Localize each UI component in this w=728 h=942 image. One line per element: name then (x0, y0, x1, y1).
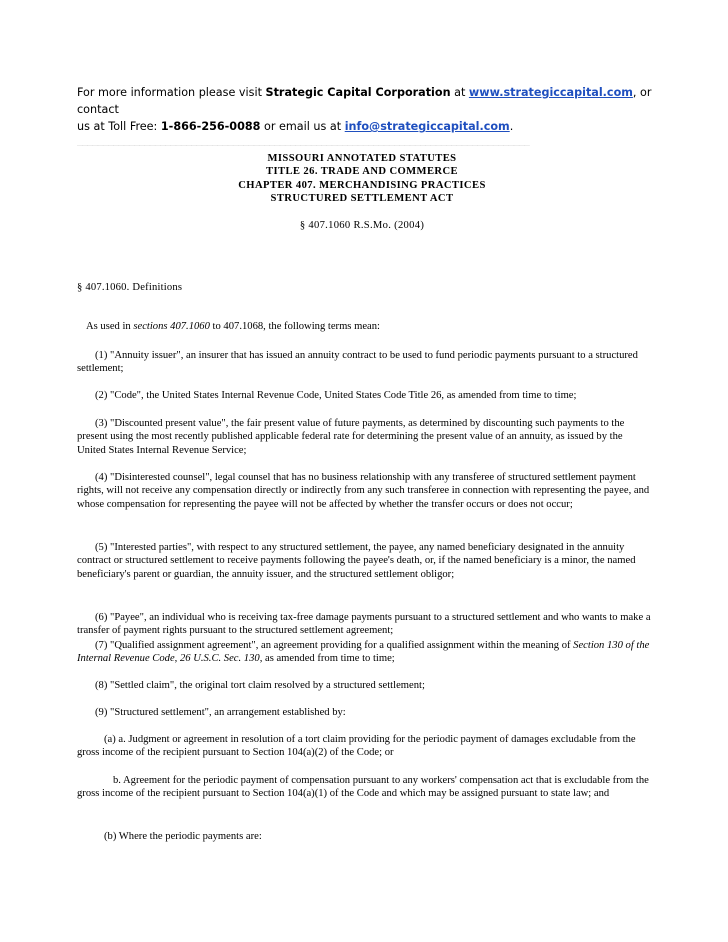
toll-free-label: us at Toll Free: (77, 120, 161, 133)
statute-citation: § 407.1060 R.S.Mo. (2004) (299, 219, 425, 231)
title-act: STRUCTURED SETTLEMENT ACT (270, 193, 454, 205)
p7-prefix: (7) "Qualified assignment agreement", an agreement providing for a qualified assignment within the meaning of (95, 640, 574, 651)
visit-text: For more information please visit (77, 86, 266, 99)
intro-sections-ref: sections 407.1060 (133, 321, 213, 332)
intro-suffix: to 407.1068, the following terms mean: (212, 321, 380, 332)
email-label: or email us at (260, 120, 345, 133)
contact-header (77, 84, 657, 146)
document-titles (217, 152, 507, 206)
website-link[interactable]: www.strategiccapital.com (468, 86, 633, 99)
definition-payee: (6) "Payee", an individual who is receiving tax-free damage payments pursuant to a structured settlement and who wants to make a transfer of payment rights pursuant to the structured settlement agreement; (77, 612, 651, 637)
definition-qualified-assignment (77, 639, 653, 666)
separator-line: _______________________________________________________________________________________ (77, 135, 530, 146)
title-statutes: MISSOURI ANNOTATED STATUTES (267, 153, 457, 164)
at-text: at (450, 86, 469, 99)
definition-discounted-present-value: (3) "Discounted present value", the fair present value of future payments, as determined by discounting such payments to the present using the most recently published applicable federal rate for determining the present value of an annuity, as issued by the United States Internal Revenue Service; (77, 418, 625, 456)
contact-text: , or contact (77, 86, 652, 116)
definition-annuity-issuer: (1) "Annuity issuer", an insurer that has issued an annuity contract to be used to fund periodic payments pursuant to a structured settlement; (77, 350, 638, 375)
section-heading: § 407.1060. Definitions (77, 282, 183, 293)
phone-number: 1-866-256-0088 (160, 120, 261, 133)
statute-document (77, 152, 653, 842)
definition-disinterested-counsel: (4) "Disinterested counsel", legal counsel that has no business relationship with any transferee of structured settlement payment rights, will not receive any compensation directly or indirectly from any such transferee in connection with representing the payee, and whose compensation for representing the payee will not be affected by whether the transfer occurs or does not occur; (77, 472, 650, 510)
p7-suffix: as amended from time to time; (262, 653, 395, 665)
p7-code-ref: Section 130 of the Internal Revenue Code, 26 U.S.C. Sec. 130, (77, 640, 650, 665)
definition-structured-settlement: (9) "Structured settlement", an arrangement established by: (95, 707, 346, 718)
subdefinition-periodic-payments: (b) Where the periodic payments are: (104, 831, 262, 842)
definition-settled-claim: (8) "Settled claim", the original tort claim resolved by a structured settlement; (95, 680, 425, 691)
intro-prefix: As used in (86, 321, 134, 332)
contact-line-1 (77, 84, 657, 118)
definition-interested-parties: (5) "Interested parties", with respect to any structured settlement, the payee, any named beneficiary designated in the annuity contract or structured settlement to receive payments following the payee's death, or, if the named beneficiary is a minor, the named beneficiary's parent or guardian, the annuity issuer, and the structured settlement obligor; (77, 542, 636, 580)
contact-line-2 (77, 118, 657, 135)
company-name: Strategic Capital Corporation (265, 86, 451, 99)
title-chapter: CHAPTER 407. MERCHANDISING PRACTICES (238, 179, 486, 191)
subdefinition-a: (a) a. Judgment or agreement in resolution of a tort claim providing for the periodic payment of damages excludable from the gross income of the recipient pursuant to Section 104(a)(2) of the Code; or (77, 734, 636, 759)
subdefinition-b: b. Agreement for the periodic payment of compensation pursuant to any workers' compensation act that is excludable from the gross income of the recipient pursuant to Section 104(a)(1) of the Code and which may be assigned pursuant to state law; and (77, 775, 649, 800)
intro-paragraph (77, 320, 653, 333)
title-trade: TITLE 26. TRADE AND COMMERCE (265, 166, 458, 178)
email-link[interactable]: info@strategiccapital.com (344, 120, 510, 133)
definition-code: (2) "Code", the United States Internal Revenue Code, United States Code Title 26, as amended from time to time; (95, 390, 577, 401)
email-period: . (509, 120, 514, 133)
